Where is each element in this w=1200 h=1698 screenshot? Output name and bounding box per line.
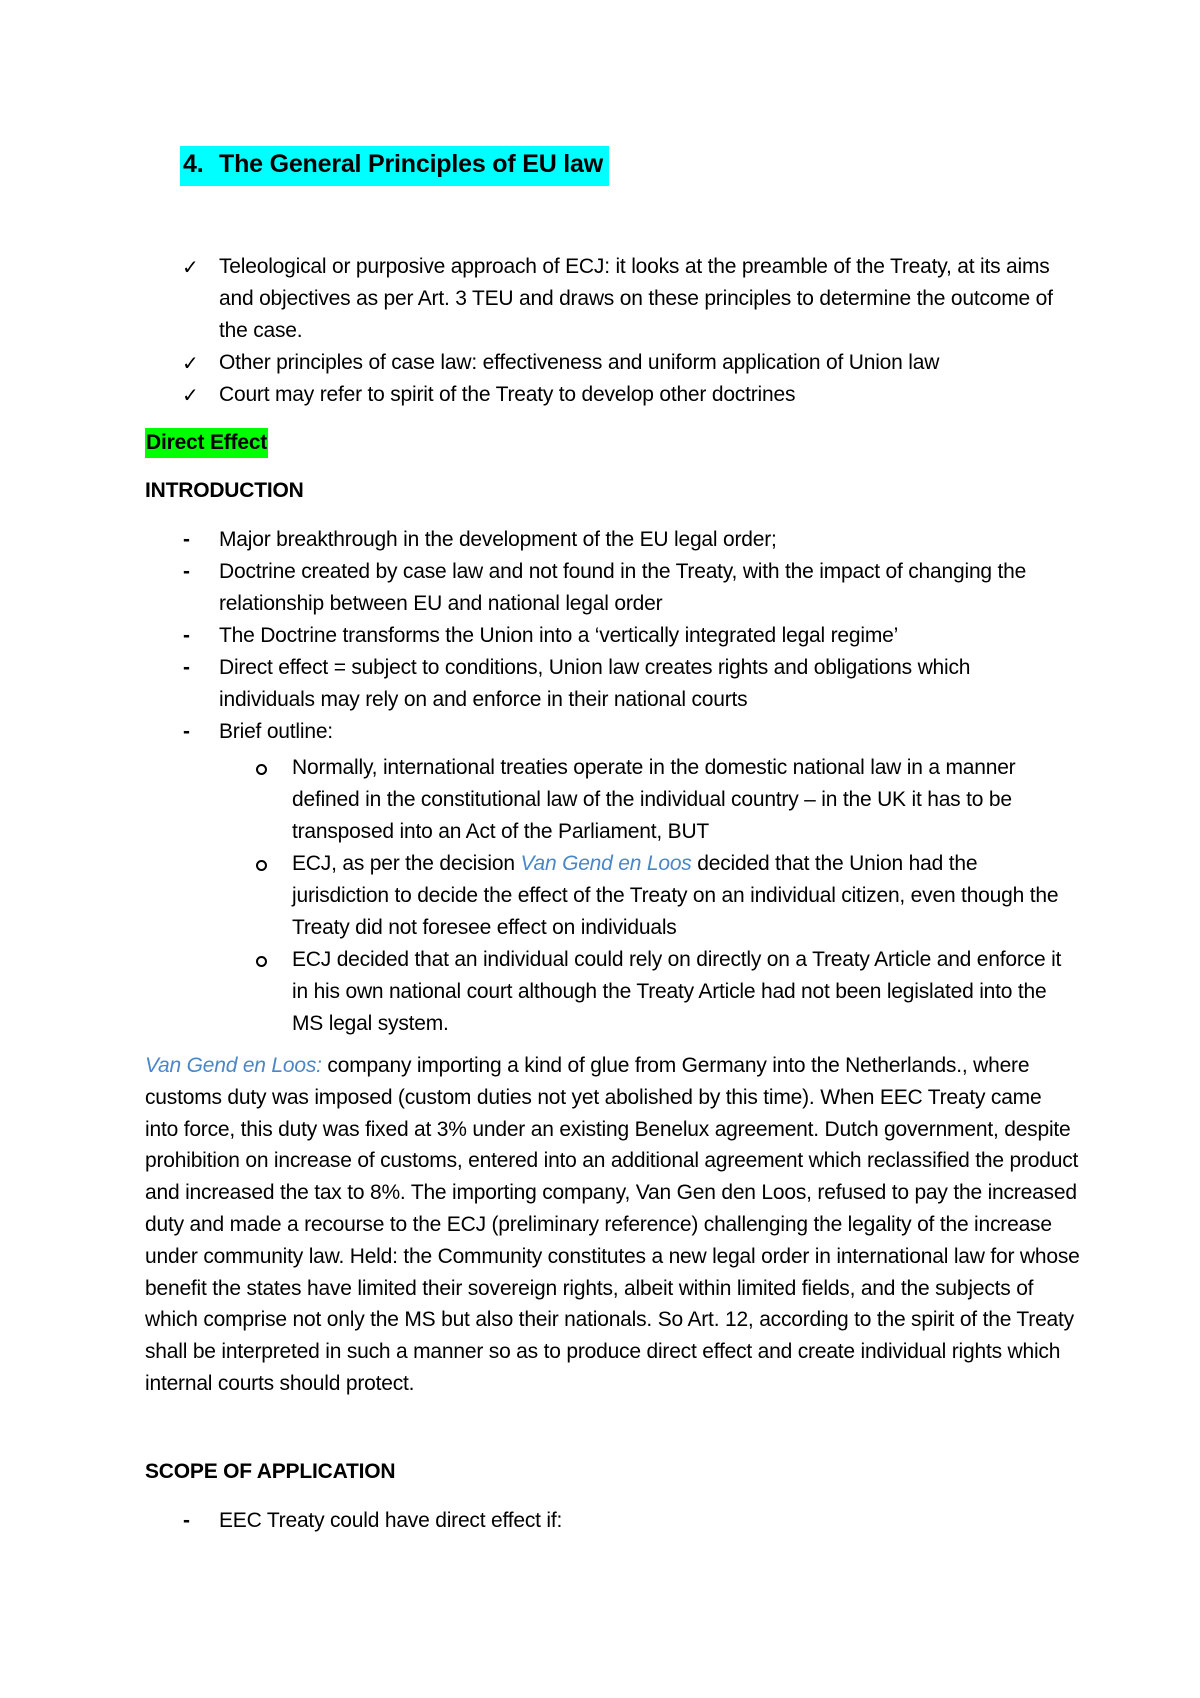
outline-item bbox=[256, 944, 1066, 1040]
principles-checklist bbox=[182, 251, 1062, 411]
checklist-item-text: Court may refer to spirit of the Treaty to develop other doctrines bbox=[219, 383, 796, 406]
list-item bbox=[183, 556, 1063, 620]
brief-outline-list bbox=[256, 752, 1066, 1040]
outline-item-text: ECJ decided that an individual could rely on directly on a Treaty Article and enforce it in his own national court although the Treaty Article had not been legislated into the MS legal system. bbox=[292, 948, 1062, 1035]
list-item bbox=[183, 620, 1063, 652]
outline-item-text-before: ECJ, as per the decision bbox=[292, 852, 521, 875]
heading-number: 4. bbox=[183, 150, 204, 178]
heading-title: The General Principles of EU law bbox=[219, 150, 603, 178]
list-item-text: Direct effect = subject to conditions, Union law creates rights and obligations which individuals may rely on and enforce in their national courts bbox=[219, 656, 971, 711]
dash-bullet: - bbox=[183, 1509, 190, 1532]
checklist-item-text: Teleological or purposive approach of ECJ: it looks at the preamble of the Treaty, at its aims and objectives as per Art. 3 TEU and draws on these principles to determine the outcome of the case. bbox=[219, 255, 1053, 342]
checkmark-icon: ✓ bbox=[182, 351, 199, 375]
checklist-item bbox=[182, 347, 1062, 379]
checklist-item bbox=[182, 379, 1062, 411]
scope-heading: SCOPE OF APPLICATION bbox=[145, 1460, 396, 1483]
list-item-text: Doctrine created by case law and not found in the Treaty, with the impact of changing the relationship between EU and national legal order bbox=[219, 560, 1027, 615]
checkmark-icon: ✓ bbox=[182, 255, 199, 279]
outline-item-text-after: decided that the Union had the jurisdiction to decide the effect of the Treaty on an individual citizen, even though the Treaty did not foresee effect on individuals bbox=[292, 852, 1059, 939]
list-item bbox=[183, 652, 1063, 716]
scope-list bbox=[183, 1505, 1063, 1537]
case-reference: Van Gend en Loos: bbox=[145, 1054, 322, 1077]
dash-bullet: - bbox=[183, 656, 190, 679]
list-item-text: Brief outline: bbox=[219, 720, 333, 743]
dash-bullet: - bbox=[183, 624, 190, 647]
checklist-item-text: Other principles of case law: effectiveness and uniform application of Union law bbox=[219, 351, 940, 374]
circle-bullet-icon bbox=[256, 764, 267, 775]
checkmark-icon: ✓ bbox=[182, 383, 199, 407]
list-item bbox=[183, 524, 1063, 556]
outline-item-text: Normally, international treaties operate in the domestic national law in a manner defined in the constitutional law of the individual country – in the UK it has to be transposed into an Act of the Parliament, BUT bbox=[292, 756, 1016, 843]
introduction-heading: INTRODUCTION bbox=[145, 479, 304, 502]
section-heading bbox=[180, 146, 609, 186]
case-paragraph-text: company importing a kind of glue from Germany into the Netherlands., where customs duty was imposed (custom duties not yet abolished by this time). When EEC Treaty came into force, this duty was fixed at 3% under an existing Benelux agreement. Dutch government, despite prohibition on increase of customs, entered into an additional agreement which reclassified the product and increased the tax to 8%. The importing company, Van Gen den Loos, refused to pay the increased duty and made a recourse to the ECJ (preliminary reference) challenging the legality of the increase under community law. Held: the Community constitutes a new legal order in international law for whose benefit the states have limited their sovereign rights, albeit within limited fields, and the subjects of which comprise not only the MS but also their nationals. So Art. 12, according to the spirit of the Treaty shall be interpreted in such a manner so as to produce direct effect and create individual rights which internal courts should protect. bbox=[145, 1054, 1080, 1395]
list-item-text: Major breakthrough in the development of the EU legal order; bbox=[219, 528, 777, 551]
case-paragraph bbox=[145, 1050, 1080, 1400]
dash-bullet: - bbox=[183, 560, 190, 583]
list-item bbox=[183, 1505, 1063, 1537]
outline-item bbox=[256, 848, 1066, 944]
list-item-text: The Doctrine transforms the Union into a ‘vertically integrated legal regime’ bbox=[219, 624, 899, 647]
dash-bullet: - bbox=[183, 720, 190, 743]
circle-bullet-icon bbox=[256, 956, 267, 967]
dash-bullet: - bbox=[183, 528, 190, 551]
introduction-list bbox=[183, 524, 1063, 748]
direct-effect-title: Direct Effect bbox=[145, 428, 268, 458]
list-item-text: EEC Treaty could have direct effect if: bbox=[219, 1509, 563, 1532]
circle-bullet-icon bbox=[256, 860, 267, 871]
list-item bbox=[183, 716, 1063, 748]
case-reference: Van Gend en Loos bbox=[520, 852, 692, 875]
outline-item bbox=[256, 752, 1066, 848]
checklist-item bbox=[182, 251, 1062, 347]
